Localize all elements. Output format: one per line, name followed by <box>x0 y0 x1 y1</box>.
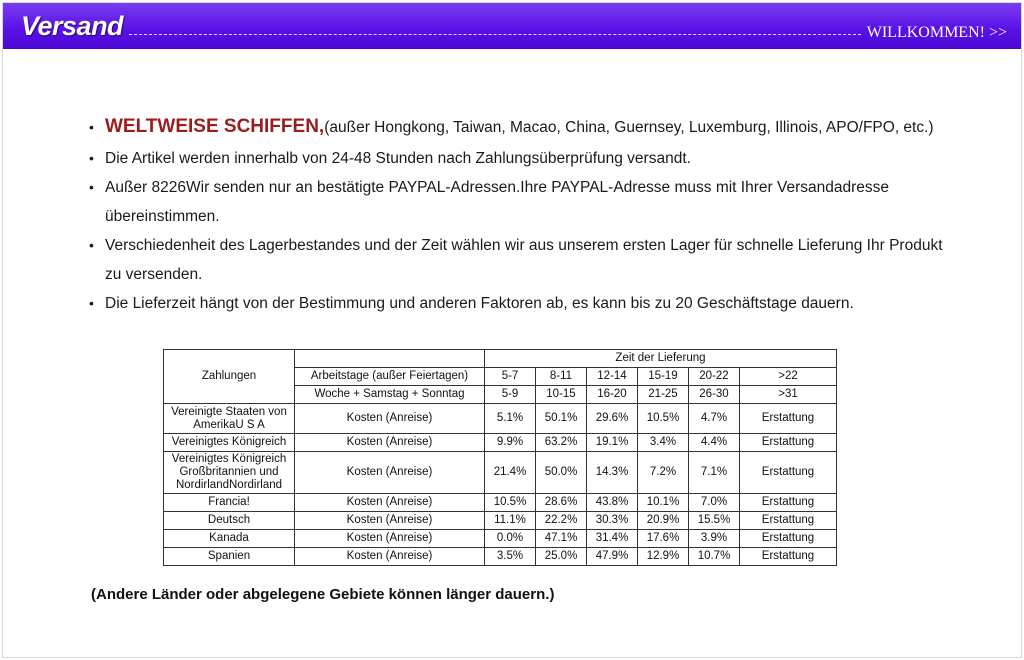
percent-cell: 47.1% <box>536 530 587 548</box>
page-title: Versand <box>21 10 124 41</box>
refund-cell: Erstattung <box>740 530 837 548</box>
header-dashed-divider <box>129 34 861 35</box>
percent-cell: 28.6% <box>536 494 587 512</box>
range-cell: 5-7 <box>485 368 536 386</box>
list-item <box>89 115 949 140</box>
list-item-text: Die Lieferzeit hängt von der Bestimmung und anderen Faktoren ab, es kann bis zu 20 Geschäftstage dauern. <box>105 295 854 312</box>
bullet-icon: • <box>89 119 94 135</box>
delivery-time-header: Zeit der Lieferung <box>485 350 837 368</box>
range-cell: 10-15 <box>536 386 587 404</box>
refund-cell: Erstattung <box>740 494 837 512</box>
percent-cell: 14.3% <box>587 452 638 494</box>
percent-cell: 31.4% <box>587 530 638 548</box>
refund-cell: Erstattung <box>740 548 837 566</box>
percent-cell: 3.9% <box>689 530 740 548</box>
percent-cell: 17.6% <box>638 530 689 548</box>
worldwide-shipping-highlight: WELTWEISE SCHIFFEN, <box>105 116 325 137</box>
range-cell: 8-11 <box>536 368 587 386</box>
bullet-icon: • <box>89 179 94 195</box>
refund-cell: Erstattung <box>740 452 837 494</box>
cost-cell: Kosten (Anreise) <box>295 452 485 494</box>
refund-cell: Erstattung <box>740 434 837 452</box>
bullet-icon: • <box>89 237 94 253</box>
percent-cell: 10.5% <box>485 494 536 512</box>
country-cell: Vereinigtes Königreich Großbritannien und NordirlandNordirland <box>164 452 295 494</box>
percent-cell: 7.0% <box>689 494 740 512</box>
table-header-row <box>164 350 837 368</box>
percent-cell: 10.5% <box>638 404 689 434</box>
range-cell: 20-22 <box>689 368 740 386</box>
percent-cell: 29.6% <box>587 404 638 434</box>
refund-cell: Erstattung <box>740 404 837 434</box>
shipping-time-table <box>163 349 837 566</box>
table-row <box>164 530 837 548</box>
footer-note: (Andere Länder oder abgelegene Gebiete können länger dauern.) <box>91 586 555 603</box>
percent-cell: 25.0% <box>536 548 587 566</box>
bullet-icon: • <box>89 150 94 166</box>
range-cell: 16-20 <box>587 386 638 404</box>
welcome-link[interactable]: WILLKOMMEN! >> <box>866 24 1007 41</box>
list-item <box>89 289 949 318</box>
cost-cell: Kosten (Anreise) <box>295 548 485 566</box>
percent-cell: 43.8% <box>587 494 638 512</box>
list-item <box>89 144 949 173</box>
country-cell: Francia! <box>164 494 295 512</box>
table-row <box>164 404 837 434</box>
range-cell: 21-25 <box>638 386 689 404</box>
refund-cell: Erstattung <box>740 512 837 530</box>
percent-cell: 5.1% <box>485 404 536 434</box>
table-row <box>164 452 837 494</box>
cost-cell: Kosten (Anreise) <box>295 404 485 434</box>
percent-cell: 15.5% <box>689 512 740 530</box>
country-cell: Deutsch <box>164 512 295 530</box>
country-cell: Spanien <box>164 548 295 566</box>
percent-cell: 3.4% <box>638 434 689 452</box>
percent-cell: 3.5% <box>485 548 536 566</box>
percent-cell: 7.2% <box>638 452 689 494</box>
list-item-text: Außer 8226Wir senden nur an bestätigte PAYPAL-Adressen.Ihre PAYPAL-Adresse muss mit Ihrer Versandadresse übereinstimmen. <box>105 179 889 225</box>
shipping-info-list <box>89 115 949 318</box>
range-cell: >22 <box>740 368 837 386</box>
week-label: Woche + Samstag + Sonntag <box>295 386 485 404</box>
percent-cell: 11.1% <box>485 512 536 530</box>
excluded-regions-text: (außer Hongkong, Taiwan, Macao, China, Guernsey, Luxemburg, Illinois, APO/FPO, etc.) <box>324 119 934 136</box>
workdays-label: Arbeitstage (außer Feiertagen) <box>295 368 485 386</box>
range-cell: 12-14 <box>587 368 638 386</box>
percent-cell: 50.0% <box>536 452 587 494</box>
percent-cell: 0.0% <box>485 530 536 548</box>
list-item <box>89 231 949 289</box>
percent-cell: 21.4% <box>485 452 536 494</box>
list-item-text <box>105 115 949 140</box>
table-row <box>164 494 837 512</box>
range-cell: 26-30 <box>689 386 740 404</box>
list-item-text: Verschiedenheit des Lagerbestandes und der Zeit wählen wir aus unserem ersten Lager für schnelle Lieferung Ihr Produkt zu versenden. <box>105 237 943 283</box>
range-cell: 15-19 <box>638 368 689 386</box>
percent-cell: 10.7% <box>689 548 740 566</box>
table-row <box>164 434 837 452</box>
percent-cell: 22.2% <box>536 512 587 530</box>
page-frame <box>2 2 1022 658</box>
range-cell: 5-9 <box>485 386 536 404</box>
percent-cell: 4.4% <box>689 434 740 452</box>
cost-cell: Kosten (Anreise) <box>295 434 485 452</box>
percent-cell: 50.1% <box>536 404 587 434</box>
percent-cell: 19.1% <box>587 434 638 452</box>
cost-cell: Kosten (Anreise) <box>295 512 485 530</box>
percent-cell: 20.9% <box>638 512 689 530</box>
country-cell: Vereinigte Staaten von AmerikaU S A <box>164 404 295 434</box>
cost-cell: Kosten (Anreise) <box>295 494 485 512</box>
cost-cell: Kosten (Anreise) <box>295 530 485 548</box>
empty-header-cell <box>295 350 485 368</box>
header-bar <box>3 3 1021 49</box>
country-cell: Kanada <box>164 530 295 548</box>
percent-cell: 12.9% <box>638 548 689 566</box>
percent-cell: 63.2% <box>536 434 587 452</box>
range-cell: >31 <box>740 386 837 404</box>
percent-cell: 9.9% <box>485 434 536 452</box>
table-row <box>164 548 837 566</box>
payments-header: Zahlungen <box>164 350 295 404</box>
percent-cell: 47.9% <box>587 548 638 566</box>
bullet-icon: • <box>89 295 94 311</box>
country-cell: Vereinigtes Königreich <box>164 434 295 452</box>
percent-cell: 10.1% <box>638 494 689 512</box>
percent-cell: 7.1% <box>689 452 740 494</box>
table-row <box>164 512 837 530</box>
list-item <box>89 173 949 231</box>
list-item-text: Die Artikel werden innerhalb von 24-48 Stunden nach Zahlungsüberprüfung versandt. <box>105 150 691 167</box>
percent-cell: 4.7% <box>689 404 740 434</box>
percent-cell: 30.3% <box>587 512 638 530</box>
